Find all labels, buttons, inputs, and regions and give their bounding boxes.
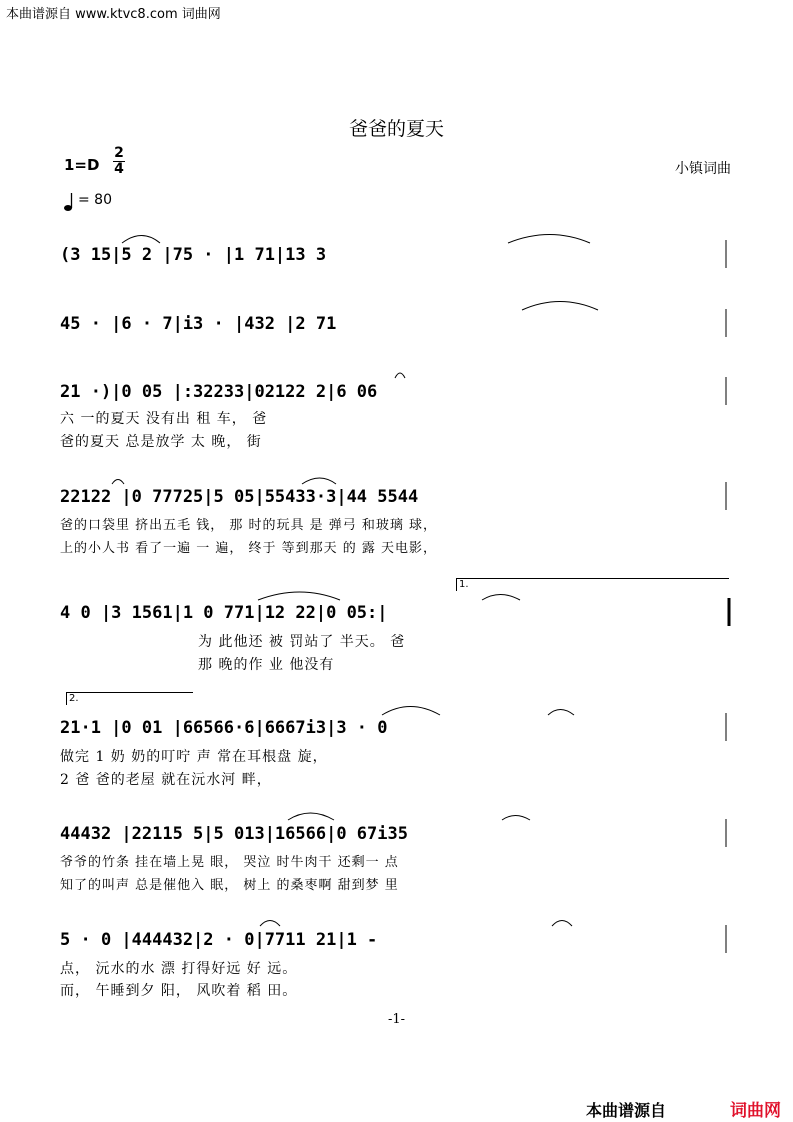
notes-row-3: 21 ·)|0 05 |:32233|02122 2|6 06 [60,382,378,402]
watermark-right: 词曲网 [730,1101,781,1121]
lyrics-row-4-verse-2: 上的小人书 看了一遍 一 遍， 终于 等到那天 的 露 天电影， [60,541,438,556]
lyrics-row-3-verse-2: 爸的夏天 总是放学 太 晚， 街 [60,434,262,450]
notes-row-8: 5 · 0 |444432|2 · 0|7711 21|1 - [60,930,378,950]
composer-credit: 小镇词曲 [675,161,731,177]
song-title: 爸爸的夏天 [348,118,444,140]
lyrics-row-7-verse-2: 知了的叫声 总是催他入 眠， 树上 的桑枣啊 甜到梦 里 [60,878,399,893]
time-signature-top: 2 [114,145,124,161]
source-header: 本曲谱源自 www.ktvc8.com 词曲网 [6,7,221,22]
time-signature-bottom: 4 [114,161,124,177]
notes-row-1: (3 15|5 2 |75 · |1 71|13 3 [60,245,327,265]
lyrics-row-8-verse-2: 而， 午睡到夕 阳， 风吹着 稻 田。 [60,983,298,999]
lyrics-row-6-verse-2: 2 爸 爸的老屋 就在沅水河 畔， [60,772,272,788]
volta-second-ending: 2. [66,692,193,705]
tempo-marking: = 80 [78,192,112,208]
notes-row-6: 21·1 |0 01 |66566·6|6667i3|3 · 0 [60,718,388,738]
watermark-left: 本曲谱源自 [586,1101,667,1120]
lyrics-row-4-verse-1: 爸的口袋里 挤出五毛 钱， 那 时的玩具 是 弹弓 和玻璃 球， [60,518,438,533]
notes-row-4: 22122 |0 77725|5 05|55433·3|44 5544 [60,487,419,507]
lyrics-row-5-verse-1: 为 此他还 被 罚站了 半天。 爸 [198,634,406,650]
notes-row-5: 4 0 |3 1561|1 0 771|12 22|0 05:| [60,603,388,623]
lyrics-row-6-verse-1: 做完 1 奶 奶的叮咛 声 常在耳根盘 旋， [60,749,328,765]
lyrics-row-7-verse-1: 爷爷的竹条 挂在墙上晃 眼， 哭泣 时牛肉干 还剩一 点 [60,855,399,870]
key-signature: 1=D [64,156,100,174]
notes-row-7: 44432 |22115 5|5 013|16566|0 67i35 [60,824,408,844]
notes-row-2: 45 · |6 · 7|i3 · |432 |2 71 [60,314,337,334]
page-number: -1- [387,1012,406,1027]
lyrics-row-3-verse-1: 六 一的夏天 没有出 租 车， 爸 [60,411,268,427]
volta-first-ending: 1. [456,578,729,591]
lyrics-row-8-verse-1: 点， 沅水的水 漂 打得好远 好 远。 [60,961,298,977]
lyrics-row-5-verse-2: 那 晚的作 业 他没有 [198,657,335,673]
